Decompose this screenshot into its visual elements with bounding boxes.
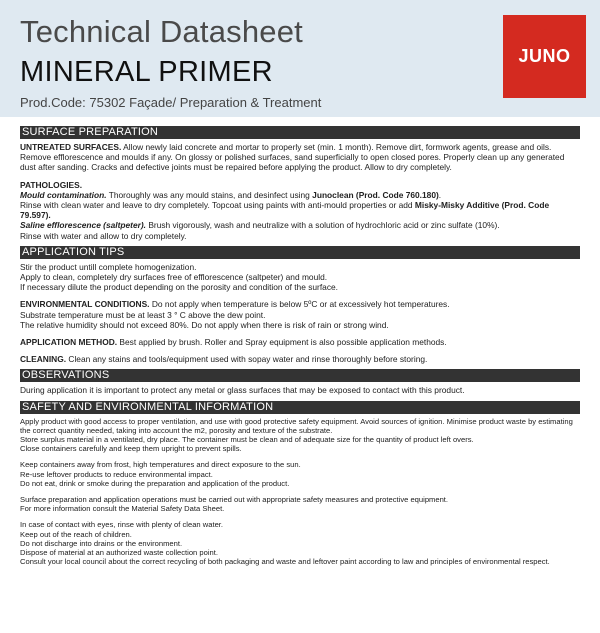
product-code-line: Prod.Code: 75302 Façade/ Preparation & Treatment (20, 95, 322, 110)
section-heading-safety: SAFETY AND ENVIRONMENTAL INFORMATION (20, 401, 580, 414)
untreated-text: Allow newly laid concrete and mortar to properly set (min. 1 month). Remove dirt, formwork agents, grease and oils. Remove efflorescence and moulds if any. On glossy or polished surfaces, sand superficially to open closed pores. Properly clean up any generated dust after sanding. Cracks and defective joints must be repaired before applying the product. Allow to dry completely. (20, 142, 565, 173)
safety-line: Dispose of material at an authorized waste collection point. (20, 548, 218, 558)
saline-rinse-line: Rinse with water and allow to dry completely. (20, 230, 187, 241)
section-heading-application-tips: APPLICATION TIPS (20, 246, 580, 259)
saline-label: Saline efflorescence (saltpeter). (20, 220, 146, 231)
safety-line: Apply product with good access to proper ventilation, and use with good protective safety equipment. Avoid sources of ignition. Minimise product waste by estimating the correct quantity needed, taking into account the m2, porosity and texture of the substrate. (20, 416, 573, 435)
saline-paragraph: Saline efflorescence (saltpeter). Brush vigorously, wash and neutralize with a solution of hydrochloric acid or zinc sulfate (10%). (20, 220, 500, 231)
safety-line: Keep containers away from frost, high temperatures and direct exposure to the sun. (20, 460, 301, 470)
safety-text-block (20, 417, 580, 567)
junoclean-product: Junoclean (Prod. Code 760.180) (312, 189, 439, 200)
cleaning-paragraph: CLEANING. Clean any stains and tools/equipment used with sopay water and rinse thoroughly before storing. (20, 354, 428, 365)
mould-paragraph: Mould contamination. Thoroughly was any mould stains, and desinfect using Junoclean (Prod. Code 760.180). (20, 189, 442, 200)
section-heading-surface-preparation: SURFACE PREPARATION (20, 126, 580, 139)
juno-logo (503, 15, 586, 98)
observations-text: During application it is important to protect any metal or glass surfaces that may be exposed to contact with this product. (20, 385, 465, 396)
safety-line: Consult your local council about the correct recycling of both packaging and waste and leftover paint according to law and principles of environmental respect. (20, 557, 550, 567)
product-name: MINERAL PRIMER (20, 56, 273, 88)
safety-line: Do not eat, drink or smoke during the preparation and application of the product. (20, 478, 290, 488)
tip-line-2: Apply to clean, completely dry surfaces free of efflorescence (saltpeter) and mould. (20, 272, 328, 283)
document-body (0, 117, 600, 567)
untreated-surfaces-paragraph (20, 142, 580, 173)
environmental-conditions-paragraph: ENVIRONMENTAL CONDITIONS. Do not apply when temperature is below 5ºC or at excessively hot temperatures. (20, 299, 450, 310)
mould-text: Thoroughly was any mould stains, and desinfect using (106, 189, 313, 200)
untreated-label: UNTREATED SURFACES. (20, 142, 122, 152)
tip-line-1: Stir the product untill complete homogenization. (20, 261, 197, 272)
safety-line: Close containers carefully and keep them upright to prevent spills. (20, 444, 242, 454)
document-title: Technical Datasheet (20, 14, 303, 49)
env-line-2: Substrate temperature must be at least 3 ° C above the dew point. (20, 309, 266, 320)
application-method-paragraph: APPLICATION METHOD. Best applied by brush. Roller and Spray equipment is also possible application methods. (20, 337, 447, 348)
env-line-3: The relative humidity should not exceed 80%. Do not apply when there is risk of rain or strong wind. (20, 319, 389, 330)
safety-line: Re-use leftover products to reduce environmental impact. (20, 469, 213, 479)
logo-text: JUNO (518, 46, 571, 66)
safety-line: Keep out of the reach of children. (20, 529, 132, 539)
pathologies-label: PATHOLOGIES. (20, 179, 83, 190)
tip-line-3: If necessary dilute the product depending on the porosity and condition of the surface. (20, 282, 338, 293)
misky-product: Misky-Misky Additive (Prod. Code 79.597). (20, 200, 550, 221)
safety-line: Store surplus material in a ventilated, dry place. The container must be clean and of adequate size for the quantity of product left overs. (20, 435, 474, 445)
safety-line: In case of contact with eyes, rinse with plenty of clean water. (20, 520, 224, 530)
section-heading-observations: OBSERVATIONS (20, 369, 580, 382)
mould-topcoat-paragraph: Rinse with clean water and leave to dry completely. Topcoat using paints with anti-mould properties or add Misky-Misky Additive (Prod. Code 79.597). (20, 200, 550, 221)
mould-label: Mould contamination. (20, 189, 107, 200)
document-header (0, 0, 600, 117)
safety-line: For more information consult the Material Safety Data Sheet. (20, 504, 225, 514)
safety-line: Surface preparation and application operations must be carried out with appropriate safety measures and protective equipment. (20, 495, 449, 505)
safety-line: Do not discharge into drains or the environment. (20, 538, 183, 548)
